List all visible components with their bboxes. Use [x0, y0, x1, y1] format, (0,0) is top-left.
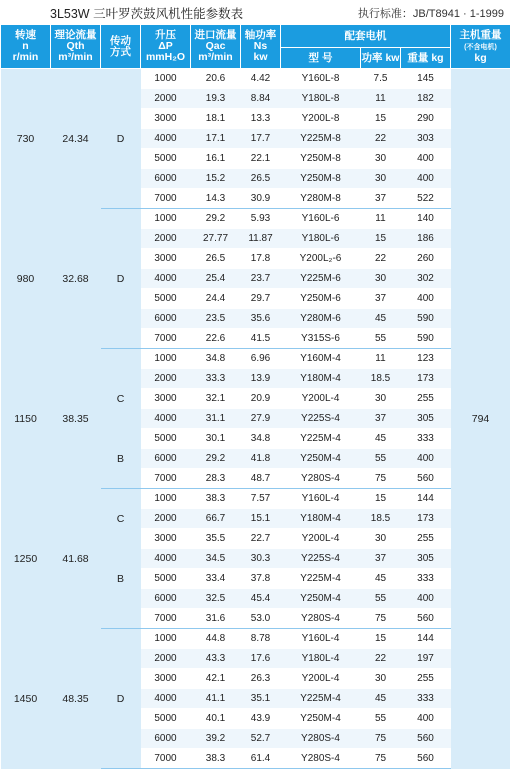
motor-power-cell: 22: [361, 129, 401, 149]
motor-weight-cell: 560: [401, 749, 451, 769]
header-pressure-line: ΔP: [158, 40, 173, 52]
motor-power-cell: 15: [361, 629, 401, 649]
inlet-flow-cell: 27.77: [191, 229, 241, 249]
motor-model-cell: Y250M-8: [281, 169, 361, 189]
motor-model-cell: Y200L₂-6: [281, 249, 361, 269]
pressure-cell: 4000: [141, 689, 191, 709]
shaft-power-cell: 48.7: [241, 469, 281, 489]
motor-power-cell: 15: [361, 229, 401, 249]
inlet-flow-cell: 29.2: [191, 449, 241, 469]
shaft-power-cell: 20.9: [241, 389, 281, 409]
header-speed-line: r/min: [13, 51, 39, 63]
pressure-cell: 2000: [141, 369, 191, 389]
header-drive-line: 方式: [110, 46, 131, 58]
motor-power-cell: 55: [361, 709, 401, 729]
inlet-flow-cell: 42.1: [191, 669, 241, 689]
pressure-cell: 4000: [141, 129, 191, 149]
inlet-flow-cell: 20.6: [191, 69, 241, 89]
header-flow-theory-line: Qth: [66, 40, 84, 52]
motor-weight-cell: 260: [401, 249, 451, 269]
shaft-power-cell: 35.6: [241, 309, 281, 329]
inlet-flow-cell: 25.4: [191, 269, 241, 289]
pressure-cell: 5000: [141, 149, 191, 169]
inlet-flow-cell: 43.3: [191, 649, 241, 669]
flow-cell: 48.35: [51, 629, 101, 769]
drive-cell: [101, 589, 141, 609]
motor-weight-cell: 400: [401, 149, 451, 169]
motor-weight-cell: 333: [401, 689, 451, 709]
motor-power-cell: 7.5: [361, 69, 401, 89]
shaft-power-cell: 26.5: [241, 169, 281, 189]
pressure-cell: 1000: [141, 209, 191, 229]
motor-model-cell: Y200L-8: [281, 109, 361, 129]
shaft-power-cell: 17.7: [241, 129, 281, 149]
shaft-power-cell: 6.96: [241, 349, 281, 369]
drive-cell: [101, 729, 141, 749]
drive-cell: [101, 709, 141, 729]
drive-cell: D: [101, 269, 141, 289]
pressure-cell: 2000: [141, 509, 191, 529]
drive-cell: D: [101, 689, 141, 709]
motor-model-cell: Y315S-6: [281, 329, 361, 349]
pressure-cell: 6000: [141, 589, 191, 609]
motor-power-cell: 22: [361, 649, 401, 669]
pressure-cell: 1000: [141, 489, 191, 509]
motor-power-cell: 55: [361, 589, 401, 609]
shaft-power-cell: 22.7: [241, 529, 281, 549]
inlet-flow-cell: 29.2: [191, 209, 241, 229]
drive-cell: D: [101, 129, 141, 149]
motor-weight-cell: 560: [401, 469, 451, 489]
drive-cell: [101, 409, 141, 429]
title-row: [0, 0, 510, 22]
drive-cell: B: [101, 569, 141, 589]
header-inlet-flow-line: Qac: [206, 40, 226, 52]
motor-power-cell: 37: [361, 549, 401, 569]
table-row: [1, 69, 510, 89]
shaft-power-cell: 13.9: [241, 369, 281, 389]
pressure-cell: 3000: [141, 389, 191, 409]
drive-cell: C: [101, 389, 141, 409]
inlet-flow-cell: 32.5: [191, 589, 241, 609]
drive-cell: [101, 89, 141, 109]
motor-power-cell: 55: [361, 449, 401, 469]
motor-model-cell: Y250M-4: [281, 449, 361, 469]
motor-power-cell: 11: [361, 209, 401, 229]
header-main-weight: [451, 25, 510, 69]
inlet-flow-cell: 38.3: [191, 749, 241, 769]
header-drive: [101, 25, 141, 69]
pressure-cell: 6000: [141, 729, 191, 749]
motor-model-cell: Y180M-4: [281, 369, 361, 389]
header-shaft-power: [241, 25, 281, 69]
drive-cell: [101, 209, 141, 229]
header-flow-theory-line: 理论流量: [55, 29, 97, 41]
motor-weight-cell: 173: [401, 509, 451, 529]
shaft-power-cell: 52.7: [241, 729, 281, 749]
shaft-power-cell: 27.9: [241, 409, 281, 429]
motor-model-cell: Y280S-4: [281, 469, 361, 489]
motor-weight-cell: 140: [401, 209, 451, 229]
speed-cell: 1150: [1, 349, 51, 489]
motor-weight-cell: 144: [401, 629, 451, 649]
inlet-flow-cell: 19.3: [191, 89, 241, 109]
drive-cell: [101, 149, 141, 169]
motor-power-cell: 30: [361, 269, 401, 289]
motor-model-cell: Y280S-4: [281, 729, 361, 749]
motor-model-cell: Y225S-4: [281, 409, 361, 429]
drive-cell: [101, 609, 141, 629]
motor-power-cell: 45: [361, 569, 401, 589]
table-row: [1, 629, 510, 649]
header-speed-line: 转速: [15, 29, 36, 41]
header-main-weight-line: kg: [474, 52, 486, 64]
pressure-cell: 1000: [141, 69, 191, 89]
header-pressure-line: mmH₂O: [146, 51, 185, 63]
shaft-power-cell: 22.1: [241, 149, 281, 169]
inlet-flow-cell: 66.7: [191, 509, 241, 529]
inlet-flow-cell: 33.3: [191, 369, 241, 389]
shaft-power-cell: 23.7: [241, 269, 281, 289]
motor-model-cell: Y280M-8: [281, 189, 361, 209]
shaft-power-cell: 29.7: [241, 289, 281, 309]
motor-weight-cell: 400: [401, 169, 451, 189]
shaft-power-cell: 15.1: [241, 509, 281, 529]
motor-power-cell: 30: [361, 169, 401, 189]
shaft-power-cell: 43.9: [241, 709, 281, 729]
drive-cell: [101, 229, 141, 249]
drive-cell: [101, 649, 141, 669]
shaft-power-cell: 26.3: [241, 669, 281, 689]
motor-weight-cell: 255: [401, 389, 451, 409]
motor-power-cell: 11: [361, 89, 401, 109]
drive-cell: B: [101, 449, 141, 469]
shaft-power-cell: 4.42: [241, 69, 281, 89]
motor-model-cell: Y225S-4: [281, 549, 361, 569]
motor-weight-cell: 590: [401, 329, 451, 349]
inlet-flow-cell: 14.3: [191, 189, 241, 209]
pressure-cell: 7000: [141, 609, 191, 629]
pressure-cell: 7000: [141, 189, 191, 209]
drive-cell: [101, 349, 141, 369]
pressure-cell: 3000: [141, 249, 191, 269]
motor-weight-cell: 290: [401, 109, 451, 129]
table-row: [1, 349, 510, 369]
drive-cell: [101, 329, 141, 349]
motor-model-cell: Y280S-4: [281, 749, 361, 769]
motor-power-cell: 75: [361, 609, 401, 629]
speed-cell: 1450: [1, 629, 51, 769]
drive-cell: [101, 69, 141, 89]
inlet-flow-cell: 17.1: [191, 129, 241, 149]
pressure-cell: 6000: [141, 309, 191, 329]
shaft-power-cell: 37.8: [241, 569, 281, 589]
drive-cell: [101, 749, 141, 769]
shaft-power-cell: 11.87: [241, 229, 281, 249]
shaft-power-cell: 53.0: [241, 609, 281, 629]
speed-cell: 980: [1, 209, 51, 349]
standard-note: 执行标准：JB/T8941 · 1-1999: [358, 5, 504, 21]
drive-cell: [101, 249, 141, 269]
inlet-flow-cell: 38.3: [191, 489, 241, 509]
motor-model-cell: Y225M-4: [281, 569, 361, 589]
header-power: 功率 kw: [361, 48, 401, 69]
flow-cell: 38.35: [51, 349, 101, 489]
motor-power-cell: 30: [361, 669, 401, 689]
header-speed-line: n: [22, 40, 28, 52]
motor-model-cell: Y180L-4: [281, 649, 361, 669]
drive-cell: [101, 489, 141, 509]
inlet-flow-cell: 23.5: [191, 309, 241, 329]
inlet-flow-cell: 44.8: [191, 629, 241, 649]
motor-power-cell: 55: [361, 329, 401, 349]
motor-power-cell: 37: [361, 189, 401, 209]
inlet-flow-cell: 26.5: [191, 249, 241, 269]
speed-cell: 730: [1, 69, 51, 209]
shaft-power-cell: 8.78: [241, 629, 281, 649]
motor-model-cell: Y180L-8: [281, 89, 361, 109]
motor-power-cell: 22: [361, 249, 401, 269]
shaft-power-cell: 17.6: [241, 649, 281, 669]
pressure-cell: 5000: [141, 569, 191, 589]
header-main-weight-line: 主机重量: [460, 29, 502, 41]
shaft-power-cell: 5.93: [241, 209, 281, 229]
motor-power-cell: 45: [361, 429, 401, 449]
inlet-flow-cell: 31.1: [191, 409, 241, 429]
motor-power-cell: 11: [361, 349, 401, 369]
motor-model-cell: Y225M-4: [281, 429, 361, 449]
pressure-cell: 3000: [141, 529, 191, 549]
motor-model-cell: Y200L-4: [281, 389, 361, 409]
drive-cell: [101, 309, 141, 329]
header-inlet-flow-line: 进口流量: [195, 29, 237, 41]
pressure-cell: 3000: [141, 669, 191, 689]
inlet-flow-cell: 28.3: [191, 469, 241, 489]
header-pressure-line: 升压: [155, 29, 176, 41]
inlet-flow-cell: 24.4: [191, 289, 241, 309]
motor-weight-cell: 333: [401, 429, 451, 449]
header-shaft-power-line: Ns: [254, 40, 267, 52]
shaft-power-cell: 41.8: [241, 449, 281, 469]
motor-weight-cell: 590: [401, 309, 451, 329]
motor-model-cell: Y225M-4: [281, 689, 361, 709]
motor-power-cell: 75: [361, 469, 401, 489]
motor-model-cell: Y200L-4: [281, 529, 361, 549]
motor-weight-cell: 255: [401, 529, 451, 549]
motor-model-cell: Y280S-4: [281, 609, 361, 629]
pressure-cell: 6000: [141, 449, 191, 469]
header-flow-theory: [51, 25, 101, 69]
inlet-flow-cell: 35.5: [191, 529, 241, 549]
inlet-flow-cell: 31.6: [191, 609, 241, 629]
motor-model-cell: Y180M-4: [281, 509, 361, 529]
drive-cell: [101, 629, 141, 649]
header-shaft-power-line: 轴功率: [245, 29, 277, 41]
motor-model-cell: Y180L-6: [281, 229, 361, 249]
motor-weight-cell: 305: [401, 409, 451, 429]
shaft-power-cell: 34.8: [241, 429, 281, 449]
shaft-power-cell: 61.4: [241, 749, 281, 769]
header-motor-group: 配套电机: [281, 25, 451, 48]
pressure-cell: 5000: [141, 429, 191, 449]
motor-model-cell: Y280M-6: [281, 309, 361, 329]
header-drive-line: 传动: [110, 35, 131, 47]
motor-power-cell: 15: [361, 109, 401, 129]
shaft-power-cell: 35.1: [241, 689, 281, 709]
motor-weight-cell: 303: [401, 129, 451, 149]
inlet-flow-cell: 33.4: [191, 569, 241, 589]
motor-power-cell: 45: [361, 689, 401, 709]
flow-cell: 32.68: [51, 209, 101, 349]
table-body: [1, 69, 510, 769]
shaft-power-cell: 7.57: [241, 489, 281, 509]
page-title: 3L53W 三叶罗茨鼓风机性能参数表: [50, 4, 243, 22]
speed-cell: 1250: [1, 489, 51, 629]
shaft-power-cell: 8.84: [241, 89, 281, 109]
drive-cell: C: [101, 509, 141, 529]
inlet-flow-cell: 41.1: [191, 689, 241, 709]
header-weight: 重量 kg: [401, 48, 451, 69]
motor-weight-cell: 305: [401, 549, 451, 569]
motor-model-cell: Y250M-6: [281, 289, 361, 309]
motor-weight-cell: 173: [401, 369, 451, 389]
motor-power-cell: 30: [361, 149, 401, 169]
drive-cell: [101, 369, 141, 389]
header-shaft-power-line: kw: [253, 51, 267, 63]
pressure-cell: 7000: [141, 749, 191, 769]
inlet-flow-cell: 34.8: [191, 349, 241, 369]
motor-weight-cell: 144: [401, 489, 451, 509]
inlet-flow-cell: 16.1: [191, 149, 241, 169]
pressure-cell: 7000: [141, 329, 191, 349]
motor-weight-cell: 182: [401, 89, 451, 109]
motor-model-cell: Y225M-8: [281, 129, 361, 149]
motor-weight-cell: 522: [401, 189, 451, 209]
shaft-power-cell: 13.3: [241, 109, 281, 129]
pressure-cell: 7000: [141, 469, 191, 489]
drive-cell: [101, 169, 141, 189]
inlet-flow-cell: 22.6: [191, 329, 241, 349]
motor-weight-cell: 186: [401, 229, 451, 249]
motor-power-cell: 30: [361, 529, 401, 549]
pressure-cell: 3000: [141, 109, 191, 129]
pressure-cell: 5000: [141, 289, 191, 309]
motor-power-cell: 45: [361, 309, 401, 329]
motor-weight-cell: 123: [401, 349, 451, 369]
header-pressure: [141, 25, 191, 69]
shaft-power-cell: 41.5: [241, 329, 281, 349]
table-row: [1, 489, 510, 509]
motor-model-cell: Y160L-6: [281, 209, 361, 229]
inlet-flow-cell: 15.2: [191, 169, 241, 189]
pressure-cell: 1000: [141, 349, 191, 369]
header-inlet-flow: [191, 25, 241, 69]
pressure-cell: 2000: [141, 229, 191, 249]
motor-weight-cell: 400: [401, 589, 451, 609]
pressure-cell: 2000: [141, 649, 191, 669]
main-weight-cell: 794: [451, 69, 510, 769]
motor-power-cell: 37: [361, 409, 401, 429]
drive-cell: [101, 109, 141, 129]
inlet-flow-cell: 18.1: [191, 109, 241, 129]
pressure-cell: 5000: [141, 709, 191, 729]
motor-model-cell: Y160M-4: [281, 349, 361, 369]
motor-power-cell: 18.5: [361, 369, 401, 389]
pressure-cell: 2000: [141, 89, 191, 109]
motor-weight-cell: 400: [401, 449, 451, 469]
motor-power-cell: 37: [361, 289, 401, 309]
shaft-power-cell: 17.8: [241, 249, 281, 269]
motor-power-cell: 75: [361, 749, 401, 769]
inlet-flow-cell: 40.1: [191, 709, 241, 729]
drive-cell: [101, 549, 141, 569]
inlet-flow-cell: 30.1: [191, 429, 241, 449]
motor-model-cell: Y160L-4: [281, 629, 361, 649]
motor-weight-cell: 560: [401, 609, 451, 629]
drive-cell: [101, 429, 141, 449]
motor-model-cell: Y200L-4: [281, 669, 361, 689]
flow-cell: 24.34: [51, 69, 101, 209]
motor-model-cell: Y250M-4: [281, 589, 361, 609]
motor-model-cell: Y225M-6: [281, 269, 361, 289]
pressure-cell: 4000: [141, 549, 191, 569]
drive-cell: [101, 289, 141, 309]
pressure-cell: 1000: [141, 629, 191, 649]
header-inlet-flow-line: m³/min: [198, 51, 232, 63]
header-main-weight-line: (不含电机): [464, 44, 497, 51]
motor-power-cell: 15: [361, 489, 401, 509]
motor-power-cell: 18.5: [361, 509, 401, 529]
table-row: [1, 209, 510, 229]
pressure-cell: 4000: [141, 269, 191, 289]
drive-cell: [101, 669, 141, 689]
shaft-power-cell: 30.9: [241, 189, 281, 209]
shaft-power-cell: 30.3: [241, 549, 281, 569]
motor-model-cell: Y160L-8: [281, 69, 361, 89]
motor-weight-cell: 302: [401, 269, 451, 289]
motor-model-cell: Y160L-4: [281, 489, 361, 509]
header-flow-theory-line: m³/min: [58, 51, 92, 63]
motor-weight-cell: 255: [401, 669, 451, 689]
motor-weight-cell: 400: [401, 289, 451, 309]
motor-power-cell: 75: [361, 729, 401, 749]
motor-weight-cell: 400: [401, 709, 451, 729]
drive-cell: [101, 469, 141, 489]
inlet-flow-cell: 39.2: [191, 729, 241, 749]
flow-cell: 41.68: [51, 489, 101, 629]
motor-weight-cell: 197: [401, 649, 451, 669]
motor-weight-cell: 145: [401, 69, 451, 89]
inlet-flow-cell: 32.1: [191, 389, 241, 409]
performance-table: [0, 24, 510, 769]
drive-cell: [101, 189, 141, 209]
drive-cell: [101, 529, 141, 549]
pressure-cell: 6000: [141, 169, 191, 189]
header-speed: [1, 25, 51, 69]
motor-power-cell: 30: [361, 389, 401, 409]
table-header: [1, 25, 510, 69]
pressure-cell: 4000: [141, 409, 191, 429]
motor-weight-cell: 560: [401, 729, 451, 749]
header-model: 型 号: [281, 48, 361, 69]
inlet-flow-cell: 34.5: [191, 549, 241, 569]
motor-model-cell: Y250M-4: [281, 709, 361, 729]
shaft-power-cell: 45.4: [241, 589, 281, 609]
motor-weight-cell: 333: [401, 569, 451, 589]
motor-model-cell: Y250M-8: [281, 149, 361, 169]
